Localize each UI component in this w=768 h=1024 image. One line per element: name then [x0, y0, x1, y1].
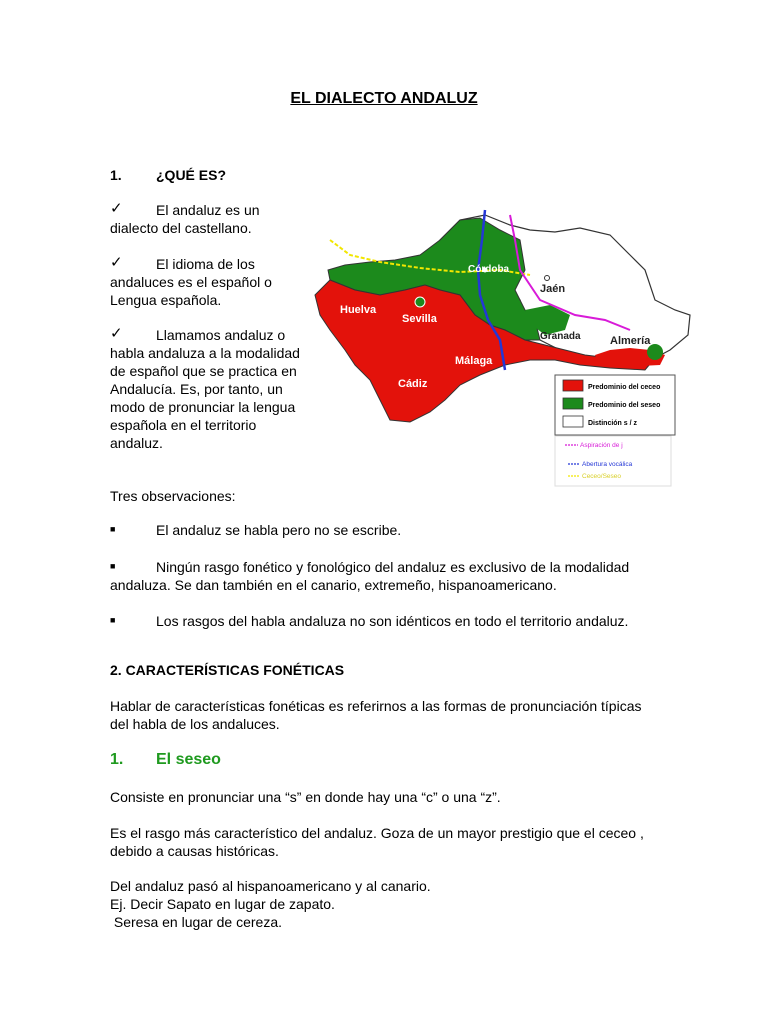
city-label: Málaga — [455, 355, 493, 367]
paragraph-line: del habla de los andaluces. — [110, 716, 280, 732]
paragraph-line: Es el rasgo más característico del andaluz. Goza de un mayor prestigio que el ceceo , — [110, 825, 644, 841]
legend-label: Abertura vocálica — [582, 461, 633, 468]
legend-swatch — [563, 416, 583, 427]
city-label: Córdoba — [468, 264, 510, 275]
legend-label: Distinción s / z — [588, 420, 638, 427]
city-label: Sevilla — [402, 313, 437, 325]
section-heading: ¿QUÉ ES? — [156, 167, 227, 183]
legend-swatch — [563, 398, 583, 409]
paragraph-line: Seresa en lugar de cereza. — [110, 914, 282, 930]
legend-label: Ceceo/Seseo — [582, 473, 622, 480]
city-label: Huelva — [340, 304, 377, 316]
city-marker — [415, 297, 425, 307]
point-line: dialecto del castellano. — [110, 220, 252, 236]
city-label: Granada — [540, 331, 581, 342]
point-line: habla andaluza a la modalidad — [110, 345, 300, 361]
checkmark-icon: ✓ — [110, 200, 123, 217]
subsection-number: 1. — [110, 751, 124, 768]
point-line: El idioma de los — [156, 256, 255, 272]
point-line: española en el territorio — [110, 417, 257, 433]
point-line: de español que se practica en — [110, 363, 297, 379]
city-marker — [545, 276, 550, 281]
bullet-icon: ■ — [110, 615, 116, 625]
checkmark-icon: ✓ — [110, 254, 123, 271]
document-title: EL DIALECTO ANDALUZ — [290, 90, 478, 107]
city-label: Cádiz — [398, 378, 428, 390]
andalusia-dialect-map — [310, 200, 700, 490]
observations-intro: Tres observaciones: — [110, 488, 236, 504]
section-heading: 2. CARACTERÍSTICAS FONÉTICAS — [110, 662, 345, 678]
city-label: Almería — [610, 335, 651, 347]
point-line: modo de pronunciar la lengua — [110, 399, 296, 415]
legend-label: Predominio del ceceo — [588, 384, 661, 391]
paragraph-line: Ej. Decir Sapato en lugar de zapato. — [110, 896, 335, 912]
point-line: El andaluz es un — [156, 202, 260, 218]
point-line: Andalucía. Es, por tanto, un — [110, 381, 283, 397]
section-number: 1. — [110, 167, 122, 183]
observation-line: El andaluz se habla pero no se escribe. — [156, 522, 402, 538]
subsection-heading: El seseo — [156, 751, 221, 768]
paragraph-line: debido a causas históricas. — [110, 843, 279, 859]
point-line: Lengua española. — [110, 292, 222, 308]
point-line: andaluz. — [110, 435, 163, 451]
legend-label: Aspiración de j — [580, 442, 623, 449]
legend-label: Predominio del seseo — [588, 402, 661, 409]
observation-line: Ningún rasgo fonético y fonológico del andaluz es exclusivo de la modalidad — [156, 559, 630, 575]
point-line: andaluces es el español o — [110, 274, 272, 290]
point-line: Llamamos andaluz o — [156, 327, 286, 343]
paragraph-line: Hablar de características fonéticas es referirnos a las formas de pronunciación típicas — [110, 698, 642, 714]
bullet-icon: ■ — [110, 524, 116, 534]
legend-swatch — [563, 380, 583, 391]
observation-line: andaluza. Se dan también en el canario, extremeño, hispanoamericano. — [110, 577, 557, 593]
paragraph-line: Consiste en pronunciar una “s” en donde hay una “c” o una “z”. — [110, 789, 501, 805]
city-label: Jaén — [540, 283, 566, 295]
paragraph-line: Del andaluz pasó al hispanoamericano y al canario. — [110, 878, 431, 894]
checkmark-icon: ✓ — [110, 325, 123, 342]
bullet-icon: ■ — [110, 561, 116, 571]
observation-line: Los rasgos del habla andaluza no son idénticos en todo el territorio andaluz. — [156, 613, 629, 629]
